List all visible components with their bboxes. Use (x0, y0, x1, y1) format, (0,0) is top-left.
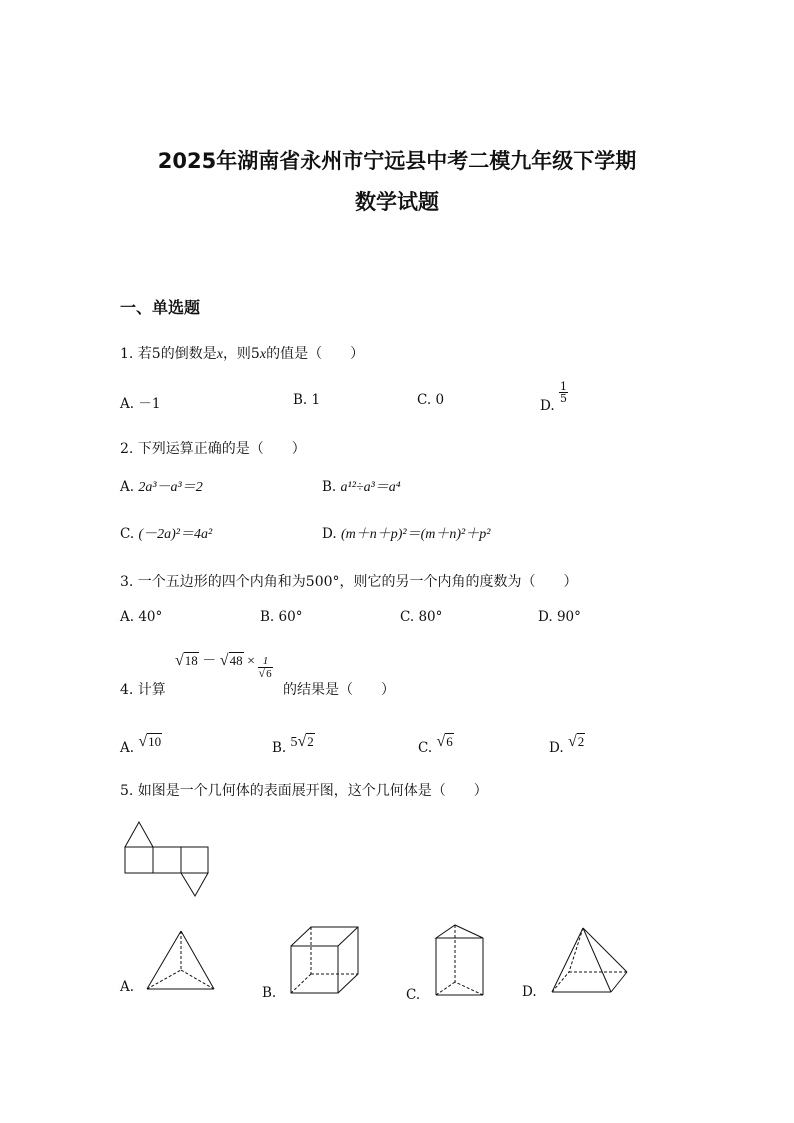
variable-x: x (216, 347, 223, 362)
option-label: B. (293, 392, 308, 408)
question-1-stem: 1. 若5的倒数是 (120, 346, 217, 362)
question-4-stem-pre: 4. 计算 (120, 682, 166, 698)
option-label: A. (120, 609, 135, 625)
question-3-stem: 3. 一个五边形的四个内角和为500°，则它的另一个内角的度数为（ ） (120, 574, 578, 590)
sqrt: √10 (138, 733, 162, 750)
option-label: A. (120, 396, 135, 412)
q4-option-b[interactable] (272, 733, 315, 756)
doc-title-line1: 2025年湖南省永州市宁远县中考二模九年级下学期 (157, 149, 637, 173)
section-heading: 一、单选题 (120, 298, 201, 317)
option-label: D. (538, 609, 553, 625)
fraction-numerator: 1 (258, 656, 272, 668)
fraction-denominator: √6 (258, 666, 272, 680)
fraction (559, 381, 568, 404)
question-2-stem: 2. 下列运算正确的是（ ） (120, 441, 306, 457)
fraction-denominator: 5 (559, 392, 567, 405)
option-label: C. (400, 609, 415, 625)
option-label: B. (322, 479, 337, 495)
q4-option-c[interactable] (418, 733, 454, 756)
q3-option-c[interactable] (400, 609, 442, 625)
q1-option-c[interactable] (417, 392, 444, 408)
sqrt: √2 (297, 733, 314, 750)
fraction (258, 656, 272, 680)
q2-option-d[interactable] (322, 523, 490, 543)
q2-option-b[interactable] (322, 476, 401, 496)
sqrt: √6 (436, 733, 453, 750)
q5-option-d-label[interactable]: D. (522, 984, 537, 1000)
option-label: D. (322, 526, 337, 542)
option-value: 40° (138, 609, 163, 625)
q1-option-a[interactable] (120, 392, 160, 412)
cube-figure[interactable] (288, 924, 362, 996)
q1-option-d[interactable] (540, 380, 568, 414)
option-value: 90° (556, 609, 581, 625)
option-label: C. (418, 740, 433, 756)
q4-option-d[interactable] (549, 733, 585, 756)
square-pyramid-figure[interactable] (549, 925, 631, 995)
option-label: A. (120, 740, 135, 756)
radicand: 18 (184, 653, 198, 669)
q3-option-d[interactable] (538, 609, 581, 625)
prism-net-figure (120, 818, 215, 900)
doc-title-line2: 数学试题 (355, 190, 439, 214)
fraction-numerator: 1 (559, 380, 567, 393)
option-label: C. (120, 526, 135, 542)
q5-option-b-label[interactable]: B. (262, 985, 277, 1001)
q5-option-c-label[interactable]: C. (406, 987, 421, 1003)
radicand: 6 (266, 668, 272, 680)
option-expression: 2a³－a³＝2 (138, 480, 203, 495)
triangular-prism-figure[interactable] (433, 922, 487, 998)
option-value: －1 (138, 396, 161, 412)
option-value: 0 (435, 392, 445, 408)
radicand: 2 (307, 734, 314, 749)
option-value: 1 (311, 392, 321, 408)
q2-option-c[interactable] (120, 523, 212, 543)
option-label: D. (540, 398, 555, 414)
option-label: B. (260, 609, 275, 625)
radicand: 6 (446, 734, 453, 749)
triangular-pyramid-figure[interactable] (143, 928, 218, 992)
radicand: 10 (148, 734, 162, 749)
option-label: C. (417, 392, 432, 408)
option-label: A. (120, 479, 135, 495)
coefficient: 5 (290, 735, 298, 750)
radicand: 2 (577, 734, 585, 749)
option-expression: a¹²÷a³＝a⁴ (340, 480, 401, 495)
question-4-stem-post: 的结果是（ ） (283, 682, 395, 698)
option-expression: (－2a)²＝4a² (138, 527, 213, 542)
question-1 (120, 343, 364, 363)
sqrt: √2 (567, 733, 585, 750)
variable-x: x (259, 347, 267, 362)
radicand: 48 (229, 653, 243, 669)
option-expression: (m＋n＋p)²＝(m＋n)²＋p² (340, 527, 491, 542)
q2-option-a[interactable] (120, 476, 203, 496)
option-value: 60° (278, 609, 303, 625)
option-label: B. (272, 740, 287, 756)
q5-option-a-label[interactable]: A. (120, 979, 135, 995)
sqrt: √18 (175, 652, 198, 670)
q1-option-b[interactable] (293, 392, 320, 408)
q3-option-b[interactable] (260, 609, 302, 625)
question-4-expression (175, 650, 273, 680)
question-1-mid: ，则5 (222, 346, 260, 362)
q3-option-a[interactable] (120, 609, 162, 625)
q4-option-a[interactable] (120, 733, 162, 756)
option-label: D. (549, 740, 564, 756)
sqrt: √48 (219, 652, 243, 670)
question-5-stem: 5. 如图是一个几何体的表面展开图，这个几何体是（ ） (120, 783, 488, 799)
times-sign: × (247, 654, 255, 670)
option-value: 80° (418, 609, 443, 625)
minus-sign: － (202, 654, 217, 670)
question-1-tail: 的值是（ ） (266, 346, 365, 362)
